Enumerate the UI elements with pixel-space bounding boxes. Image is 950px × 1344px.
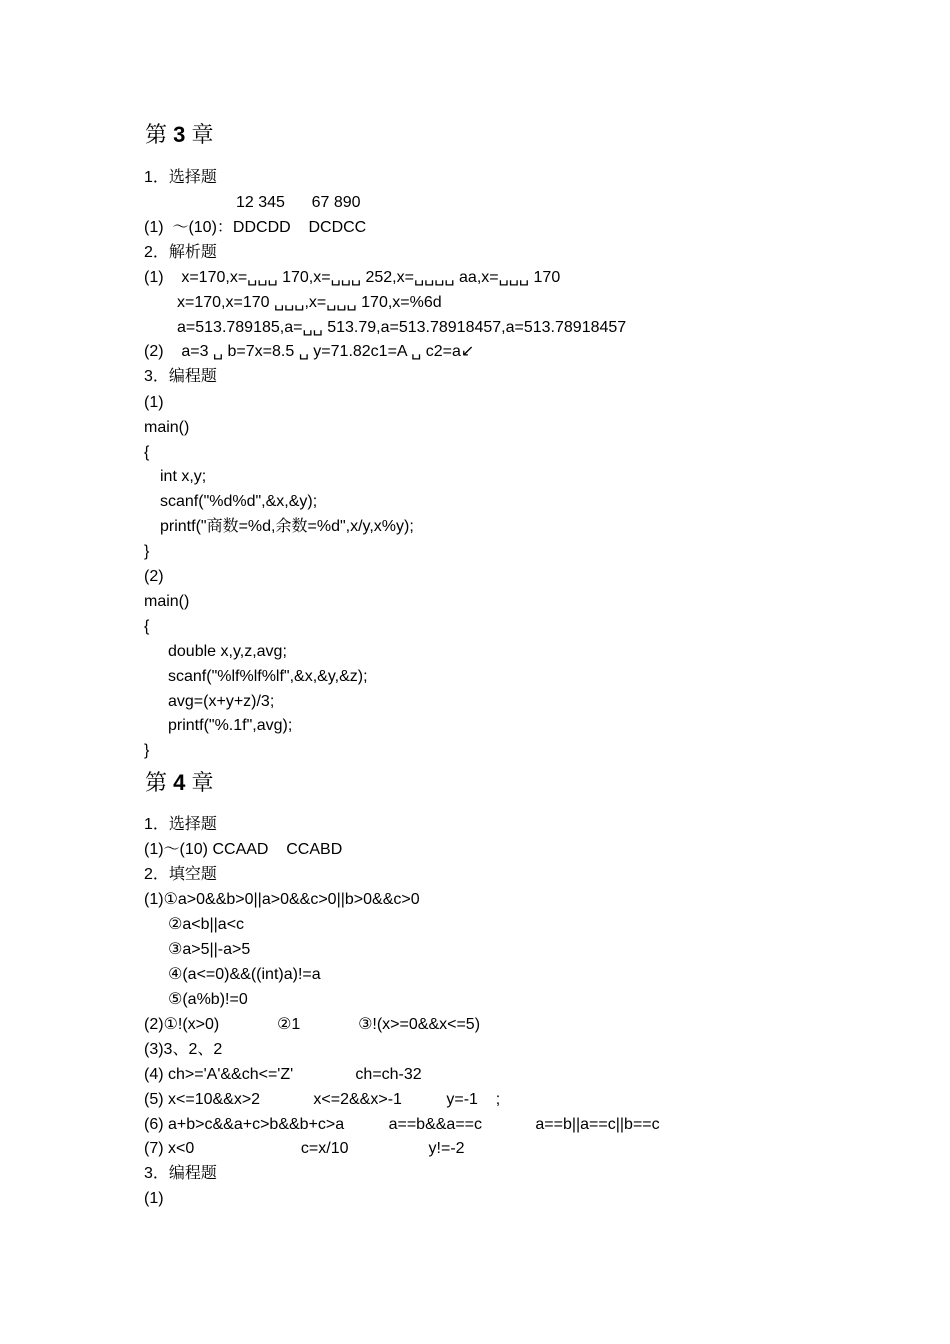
ch3-line: int x,y; xyxy=(160,468,207,485)
ch3-line: } xyxy=(144,742,150,759)
ch3-line: 1．选择题 xyxy=(144,169,217,186)
ch3-line: scanf("%d%d",&x,&y); xyxy=(160,493,318,510)
ch4-line: (2)①!(x>0) ②1 ③!(x>=0&&x<=5) xyxy=(144,1016,481,1033)
ch3-line: x=170,x=170 ␣␣␣,x=␣␣␣ 170,x=%6d xyxy=(177,294,442,311)
ch4-line: (6) a+b>c&&a+c>b&&b+c>a a==b&&a==c a==b||a==c||b==c xyxy=(144,1116,660,1133)
ch3-line: 2．解析题 xyxy=(144,244,217,261)
ch4-line: 3．编程题 xyxy=(144,1165,217,1182)
ch3-line: 12 345 67 890 xyxy=(236,194,361,211)
ch3-line: printf("商数=%d,余数=%d",x/y,x%y); xyxy=(160,518,414,535)
ch3-line: (1) x=170,x=␣␣␣ 170,x=␣␣␣ 252,x=␣␣␣␣ aa,x=␣␣␣ 170 xyxy=(144,269,561,286)
ch3-line: 3．编程题 xyxy=(144,368,217,385)
ch3-line: scanf("%lf%lf%lf",&x,&y,&z); xyxy=(168,668,368,685)
chapter-3-heading: 第 3 章 xyxy=(145,122,214,147)
ch4-line: (3)3、2、2 xyxy=(144,1041,223,1058)
ch3-line: (2) xyxy=(144,568,164,585)
ch3-line: printf("%.1f",avg); xyxy=(168,717,293,734)
ch4-line: (7) x<0 c=x/10 y!=-2 xyxy=(144,1140,465,1157)
ch4-line: (1)①a>0&&b>0||a>0&&c>0||b>0&&c>0 xyxy=(144,891,420,908)
ch3-line: (1) ～(10)：DDCDD DCDCC xyxy=(144,219,367,236)
ch3-line: { xyxy=(144,618,150,635)
ch4-line: (1) xyxy=(144,1190,164,1207)
ch3-line: } xyxy=(144,543,150,560)
ch4-line: (5) x<=10&&x>2 x<=2&&x>-1 y=-1 ; xyxy=(144,1091,501,1108)
ch4-line: 1．选择题 xyxy=(144,816,217,833)
ch3-line: double x,y,z,avg; xyxy=(168,643,287,660)
ch4-line: ④(a<=0)&&((int)a)!=a xyxy=(168,966,321,983)
ch3-line: main() xyxy=(144,419,190,436)
ch3-line: (2) a=3 ␣ b=7x=8.5 ␣ y=71.82c1=A ␣ c2=a↙ xyxy=(144,343,475,360)
ch3-line: a=513.789185,a=␣␣ 513.79,a=513.78918457,a=513.78918457 xyxy=(177,319,627,336)
ch4-line: ③a>5||-a>5 xyxy=(168,941,251,958)
ch3-line: avg=(x+y+z)/3; xyxy=(168,693,275,710)
ch4-line: ②a<b||a<c xyxy=(168,916,245,933)
chapter-4-heading: 第 4 章 xyxy=(145,770,214,795)
ch4-line: (4) ch>='A'&&ch<='Z' ch=ch-32 xyxy=(144,1066,422,1083)
ch4-line: 2．填空题 xyxy=(144,866,217,883)
ch4-line: ⑤(a%b)!=0 xyxy=(168,991,248,1008)
ch3-line: main() xyxy=(144,593,190,610)
ch3-line: { xyxy=(144,444,150,461)
ch4-line: (1)～(10) CCAAD CCABD xyxy=(144,841,343,858)
ch3-line: (1) xyxy=(144,394,164,411)
